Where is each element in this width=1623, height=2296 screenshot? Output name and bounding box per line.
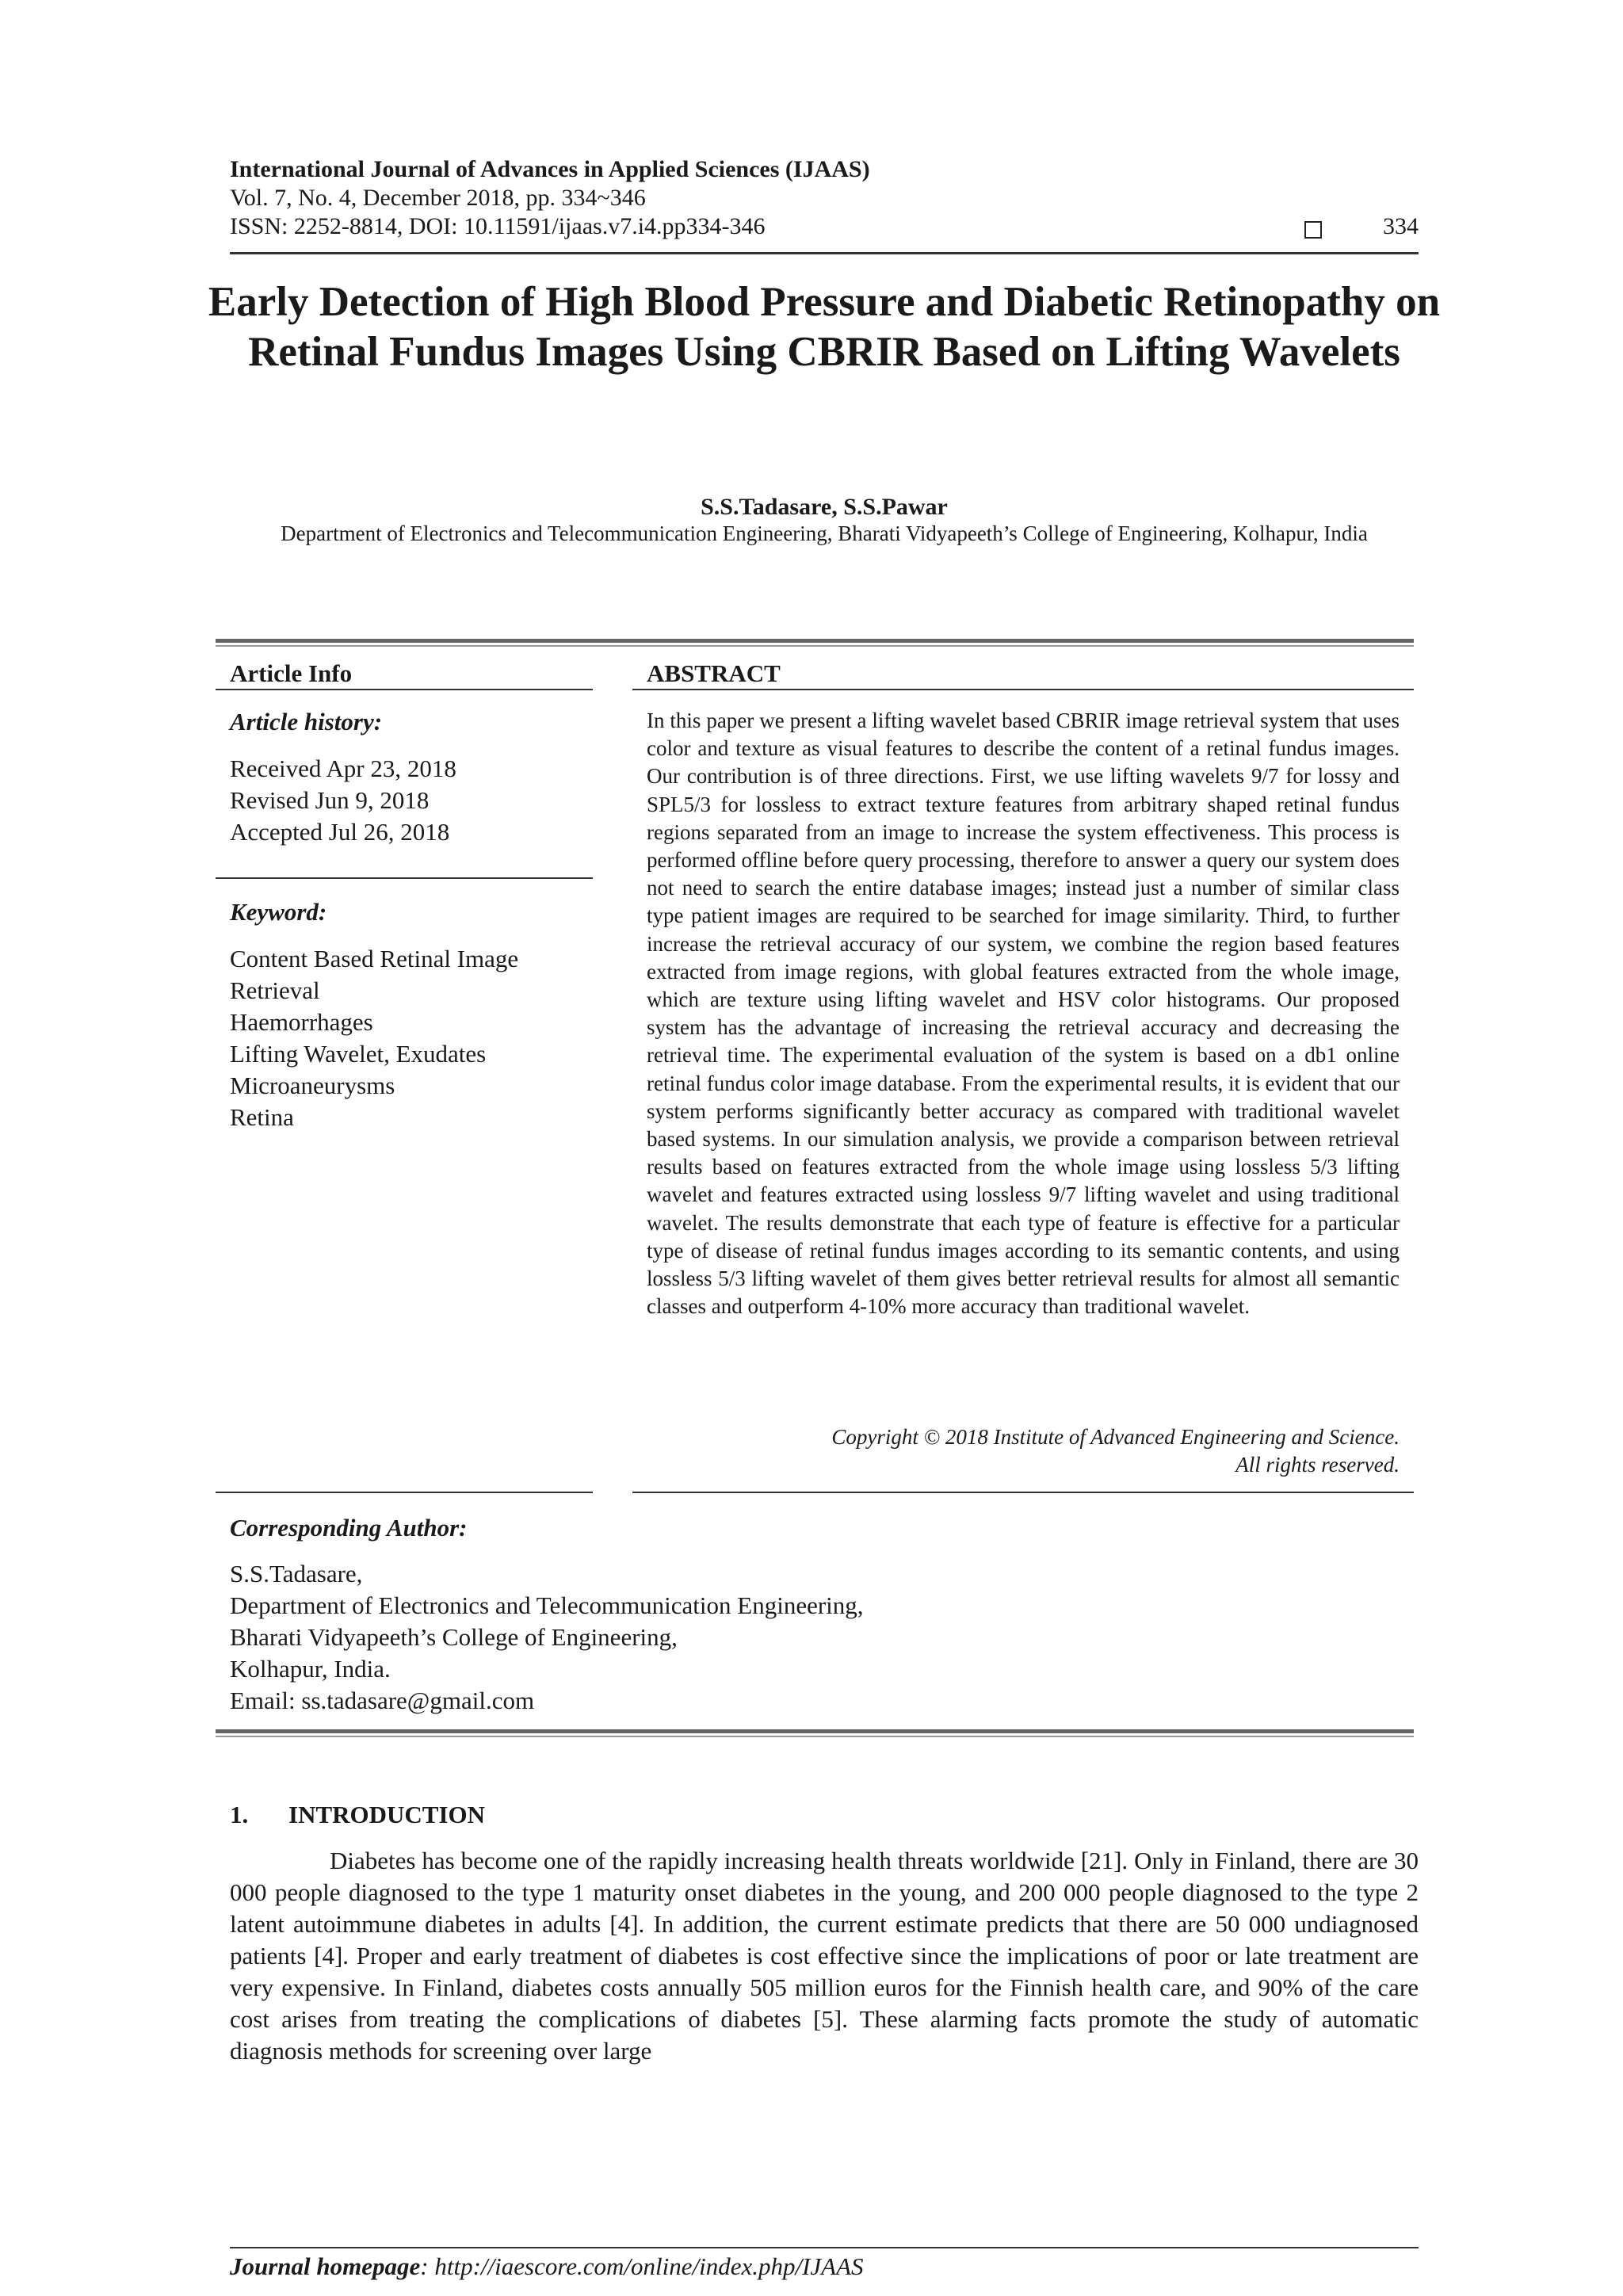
- keyword-label: Keyword:: [230, 898, 327, 926]
- author-college: Bharati Vidyapeeth’s College of Engineering,: [230, 1623, 678, 1651]
- copyright-notice: [647, 1423, 1400, 1479]
- corr-bottom-rule: [216, 1729, 1414, 1733]
- intro-number: 1.: [230, 1801, 249, 1828]
- abstract-heading: ABSTRACT: [647, 659, 781, 687]
- journal-name: International Journal of Advances in Applied Sciences (IJAAS): [230, 156, 870, 182]
- homepage-label: Journal homepage: [230, 2252, 421, 2280]
- revised-date: Revised Jun 9, 2018: [230, 786, 430, 814]
- homepage-url[interactable]: : http://iaescore.com/online/index.php/IJAAS: [420, 2252, 864, 2280]
- corresponding-author-details: [230, 1558, 1339, 1717]
- keyword-item: Retina: [230, 1103, 294, 1131]
- abstract-rule: [632, 689, 1414, 690]
- keyword-item: Lifting Wavelet, Exudates: [230, 1040, 487, 1068]
- paper-title: Early Detection of High Blood Pressure and Diabetic Retinopathy on Retinal Fundus Images Using CBRIR Based on Lifting Wavelets: [208, 279, 1441, 375]
- rights-line: All rights reserved.: [1235, 1453, 1400, 1477]
- article-info-rule: [216, 689, 593, 690]
- author-email: Email: ss.tadasare@gmail.com: [230, 1687, 535, 1714]
- volume-info: Vol. 7, No. 4, December 2018, pp. 334~346: [230, 185, 646, 211]
- intro-paragraph: Diabetes has become one of the rapidly increasing health threats worldwide [21]. Only in Finland, there are 30 000 people diagnosed to the type 1 maturity onset diabetes in the young, and 200 000 people diagnosed to the type 2 latent autoimmune diabetes in adults [4]. In addition, the current estimate predicts that there are 50 000 undiagnosed patients [4]. Proper and early treatment of diabetes is cost effective since the implications of poor or late treatment are very expensive. In Finland, diabetes costs annually 505 million euros for the Finnish health care, and 90% of the care cost arises from treating the complications of diabetes [5]. These alarming facts promote the study of automatic diagnosis methods for screening over large: [230, 1847, 1419, 2065]
- keyword-item: Haemorrhages: [230, 1008, 373, 1036]
- keyword-item: Retrieval: [230, 976, 320, 1004]
- intro-heading: INTRODUCTION: [288, 1801, 486, 1828]
- article-info-heading: Article Info: [230, 659, 353, 687]
- abstract-bottom-rule: [632, 1492, 1414, 1493]
- page-number: 334: [1383, 213, 1419, 239]
- copyright-line: Copyright © 2018 Institute of Advanced Engineering and Science.: [831, 1425, 1400, 1449]
- info-top-rule: [216, 639, 1414, 643]
- article-history: [230, 753, 594, 848]
- journal-homepage: [230, 2252, 864, 2281]
- history-rule: [216, 877, 593, 879]
- footer-rule: [230, 2247, 1419, 2248]
- abstract-text: In this paper we present a lifting wavelet based CBRIR image retrieval system that uses color and texture as visual features to describe the content of a retinal fundus images. Our contribution is of three directions. First, we use lifting wavelets 9/7 for lossy and SPL5/3 for lossless to extract texture features from arbitrary shaped retinal fundus regions separated from an image to increase the system effectiveness. This process is performed offline before query processing, therefore to answer a query our system does not need to search the entire database images; instead just a number of similar class type patient images are required to be searched for image similarity. Third, to further increase the retrieval accuracy of our system, we combine the region based features extracted from image regions, with global features extracted from the whole image, which are texture using lifting wavelet and HSV color histograms. Our proposed system has the advantage of increasing the retrieval accuracy and decreasing the retrieval time. The experimental evaluation of the system is based on a db1 online retinal fundus color image database. From the experimental results, it is evident that our system performs significantly better accuracy as compared with traditional wavelet based systems. In our simulation analysis, we provide a comparison between retrieval results based on features extracted from the whole image using lossless 5/3 lifting wavelet and features extracted using lossless 9/7 lifting wavelet and using traditional wavelet. The results demonstrate that each type of feature is effective for a particular type of disease of retinal fundus images according to its semantic contents, and using lossless 5/3 lifting wavelet of them gives better retrieval results for almost all semantic classes and outperform 4-10% more accuracy than traditional wavelet.: [647, 709, 1400, 1319]
- corr-bottom-rule-thin: [216, 1736, 1414, 1737]
- author-department: Department of Electronics and Telecommunication Engineering,: [230, 1591, 864, 1619]
- accepted-date: Accepted Jul 26, 2018: [230, 818, 450, 846]
- intro-body: [230, 1845, 1419, 2067]
- affiliation: Department of Electronics and Telecommunication Engineering, Bharati Vidyapeeth’s College of Engineering, Kolhapur, India: [281, 521, 1368, 545]
- author-name: S.S.Tadasare,: [230, 1560, 363, 1587]
- article-history-label: Article history:: [230, 708, 383, 735]
- corresponding-author-label: Corresponding Author:: [230, 1514, 468, 1541]
- paper-authors: S.S.Tadasare, S.S.Pawar: [701, 494, 948, 520]
- info-top-rule-thin: [216, 645, 1414, 647]
- checkbox-square-icon: [1304, 221, 1322, 239]
- keyword-list: [230, 943, 594, 1133]
- keyword-bottom-rule: [216, 1492, 593, 1493]
- keyword-item: Microaneurysms: [230, 1072, 395, 1099]
- issn-doi: ISSN: 2252-8814, DOI: 10.11591/ijaas.v7.i4.pp334-346: [230, 213, 766, 239]
- header-rule: [230, 252, 1419, 254]
- author-location: Kolhapur, India.: [230, 1655, 391, 1683]
- keyword-item: Content Based Retinal Image: [230, 945, 519, 972]
- received-date: Received Apr 23, 2018: [230, 755, 456, 782]
